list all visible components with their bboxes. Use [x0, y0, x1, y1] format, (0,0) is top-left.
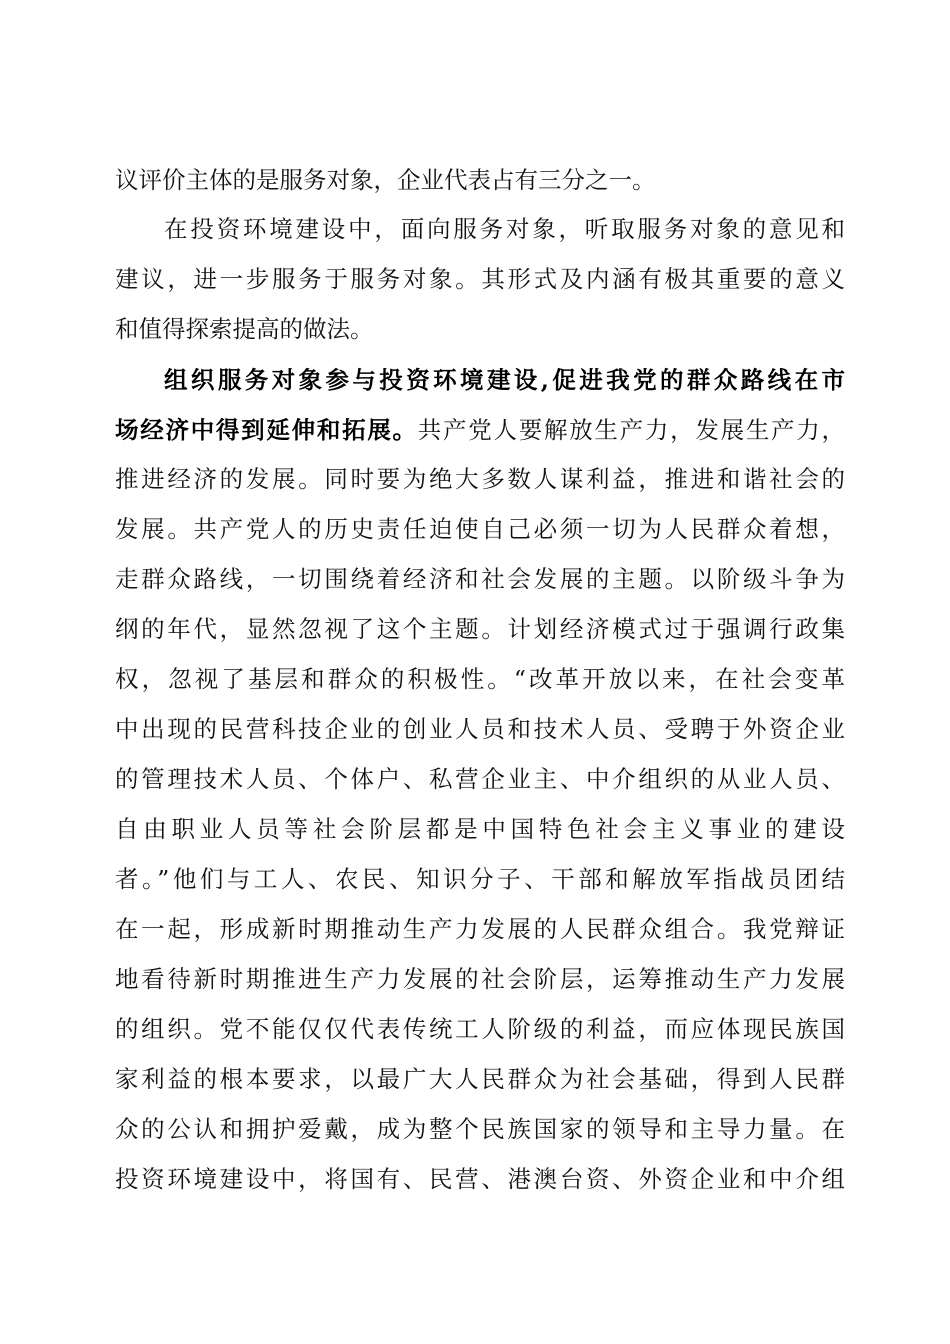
- text-line: [115, 609, 845, 649]
- line-text: 发展。共产党人的历史责任迫使自己必须一切为人民群众着想，: [115, 515, 845, 543]
- line-text: 在一起，形成新时期推动生产力发展的人民群众组合。我党辩证: [115, 915, 845, 943]
- line-text: 权，忽视了基层和群众的积极性。“改革开放以来，在社会变革: [115, 665, 845, 693]
- paragraph-first-line: [164, 209, 845, 249]
- text-line: [115, 859, 845, 899]
- text-line: [115, 509, 845, 549]
- line-text: 的组织。党不能仅仅代表传统工人阶级的利益，而应体现民族国: [115, 1015, 845, 1043]
- text-line: [115, 259, 845, 299]
- text-line: [115, 309, 845, 349]
- line-text: 众的公认和拥护爱戴，成为整个民族国家的领导和主导力量。在: [115, 1115, 845, 1143]
- line-text: 共产党人要解放生产力，发展生产力，: [417, 416, 846, 444]
- text-line: [115, 1059, 845, 1099]
- text-line: [115, 759, 845, 799]
- bold-heading-text: 组织服务对象参与投资环境建设,促进我党的群众路线在市: [164, 366, 845, 394]
- line-text: 在投资环境建设中，面向服务对象，听取服务对象的意见和: [164, 215, 845, 243]
- text-line: [115, 160, 845, 200]
- line-text: 纲的年代，显然忽视了这个主题。计划经济模式过于强调行政集: [115, 615, 845, 643]
- text-line: [115, 709, 845, 749]
- line-text: 投资环境建设中，将国有、民营、港澳台资、外资企业和中介组: [115, 1165, 845, 1193]
- bold-heading-text: 场经济中得到延伸和拓展。: [115, 416, 418, 444]
- line-text: 建议，进一步服务于服务对象。其形式及内涵有极其重要的意义: [115, 265, 845, 293]
- text-line: [115, 459, 845, 499]
- line-text: 自由职业人员等社会阶层都是中国特色社会主义事业的建设: [115, 815, 845, 843]
- text-line: [115, 410, 845, 450]
- bold-heading-line: [164, 360, 845, 400]
- line-text: 走群众路线，一切围绕着经济和社会发展的主题。以阶级斗争为: [115, 565, 845, 593]
- text-line: [115, 1159, 845, 1199]
- text-line: [115, 809, 845, 849]
- text-line: [115, 1009, 845, 1049]
- text-line: [115, 959, 845, 999]
- line-text: 中出现的民营科技企业的创业人员和技术人员、受聘于外资企业: [115, 715, 845, 743]
- line-text: 者。”他们与工人、农民、知识分子、干部和解放军指战员团结: [115, 865, 845, 893]
- text-line: [115, 909, 845, 949]
- line-text: 家利益的根本要求，以最广大人民群众为社会基础，得到人民群: [115, 1065, 845, 1093]
- line-text: 推进经济的发展。同时要为绝大多数人谋利益，推进和谐社会的: [115, 465, 845, 493]
- line-text: 地看待新时期推进生产力发展的社会阶层，运筹推动生产力发展: [115, 965, 845, 993]
- line-text: 议评价主体的是服务对象，企业代表占有三分之一。: [115, 166, 656, 194]
- text-line: [115, 659, 845, 699]
- line-text: 的管理技术人员、个体户、私营企业主、中介组织的从业人员、: [115, 765, 845, 793]
- line-text: 和值得探索提高的做法。: [115, 315, 374, 343]
- text-line: [115, 559, 845, 599]
- text-line: [115, 1109, 845, 1149]
